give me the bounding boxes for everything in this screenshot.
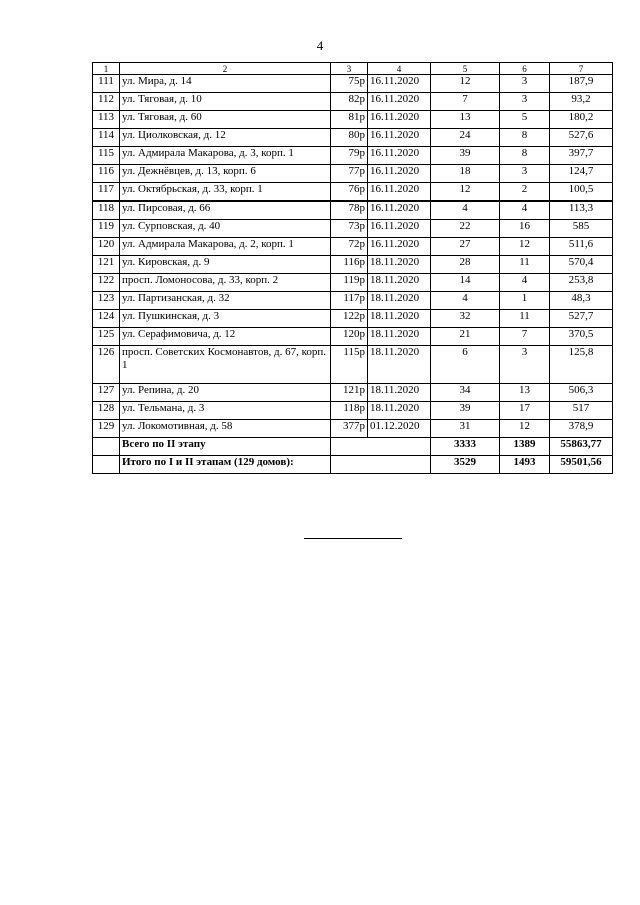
value-cell: 12 [500,420,550,438]
empty-cell [93,438,120,456]
value-cell: 32 [431,310,500,328]
row-number: 121 [93,256,120,274]
date-cell: 16.11.2020 [368,201,431,220]
value-cell: 527,7 [550,310,613,328]
value-cell: 100,5 [550,183,613,202]
address-cell: ул. Адмирала Макарова, д. 3, корп. 1 [120,147,331,165]
doc-number-cell: 118р [331,402,368,420]
value-cell: 527,6 [550,129,613,147]
value-cell: 13 [500,384,550,402]
value-cell: 4 [431,201,500,220]
date-cell: 16.11.2020 [368,129,431,147]
row-number: 119 [93,220,120,238]
row-number: 111 [93,75,120,93]
value-cell: 8 [500,129,550,147]
value-cell: 511,6 [550,238,613,256]
value-cell: 124,7 [550,165,613,183]
address-cell: ул. Мира, д. 14 [120,75,331,93]
row-number: 117 [93,183,120,202]
table-row [93,384,613,402]
value-cell: 5 [500,111,550,129]
table-row [93,420,613,438]
row-number: 124 [93,310,120,328]
doc-number-cell: 76р [331,183,368,202]
value-cell: 378,9 [550,420,613,438]
column-header: 7 [550,63,613,75]
row-number: 116 [93,165,120,183]
table-row [93,93,613,111]
doc-number-cell: 117р [331,292,368,310]
empty-cell [331,456,431,474]
total-value: 59501,56 [550,456,613,474]
column-header: 4 [368,63,431,75]
date-cell: 16.11.2020 [368,220,431,238]
value-cell: 3 [500,75,550,93]
table-row [93,328,613,346]
row-number: 115 [93,147,120,165]
value-cell: 2 [500,183,550,202]
value-cell: 4 [500,274,550,292]
date-cell: 18.11.2020 [368,384,431,402]
address-cell: ул. Циолковская, д. 12 [120,129,331,147]
date-cell: 16.11.2020 [368,165,431,183]
value-cell: 11 [500,310,550,328]
value-cell: 7 [431,93,500,111]
value-cell: 1 [500,292,550,310]
total-value: 1493 [500,456,550,474]
doc-number-cell: 80р [331,129,368,147]
value-cell: 11 [500,256,550,274]
address-cell: ул. Октябрьская, д. 33, корп. 1 [120,183,331,202]
row-number: 128 [93,402,120,420]
table-row [93,274,613,292]
date-cell: 18.11.2020 [368,292,431,310]
address-cell: ул. Тяговая, д. 10 [120,93,331,111]
doc-number-cell: 78р [331,201,368,220]
address-cell: ул. Пирсовая, д. 66 [120,201,331,220]
column-header: 5 [431,63,500,75]
doc-number-cell: 81р [331,111,368,129]
column-header: 6 [500,63,550,75]
value-cell: 39 [431,147,500,165]
row-number: 125 [93,328,120,346]
table-row [93,129,613,147]
value-cell: 397,7 [550,147,613,165]
value-cell: 48,3 [550,292,613,310]
value-cell: 4 [500,201,550,220]
address-cell: ул. Тяговая, д. 60 [120,111,331,129]
table-row [93,310,613,328]
value-cell: 6 [431,346,500,384]
value-cell: 28 [431,256,500,274]
doc-number-cell: 73р [331,220,368,238]
value-cell: 253,8 [550,274,613,292]
value-cell: 12 [500,238,550,256]
doc-number-cell: 82р [331,93,368,111]
table-row [93,402,613,420]
table-row [93,165,613,183]
value-cell: 113,3 [550,201,613,220]
row-number: 127 [93,384,120,402]
address-cell: ул. Адмирала Макарова, д. 2, корп. 1 [120,238,331,256]
date-cell: 16.11.2020 [368,147,431,165]
value-cell: 31 [431,420,500,438]
doc-number-cell: 116р [331,256,368,274]
total-value: 1389 [500,438,550,456]
address-cell: ул. Тельмана, д. 3 [120,402,331,420]
row-number: 123 [93,292,120,310]
value-cell: 4 [431,292,500,310]
table-row [93,346,613,384]
houses-table [92,62,613,474]
empty-cell [331,438,431,456]
row-number: 114 [93,129,120,147]
value-cell: 17 [500,402,550,420]
value-cell: 517 [550,402,613,420]
total-value: 3333 [431,438,500,456]
date-cell: 18.11.2020 [368,256,431,274]
value-cell: 12 [431,183,500,202]
address-cell: ул. Пушкинская, д. 3 [120,310,331,328]
date-cell: 16.11.2020 [368,75,431,93]
address-cell: ул. Партизанская, д. 32 [120,292,331,310]
doc-number-cell: 79р [331,147,368,165]
doc-number-cell: 115р [331,346,368,384]
value-cell: 39 [431,402,500,420]
value-cell: 8 [500,147,550,165]
empty-cell [93,456,120,474]
address-cell: ул. Дежнёвцев, д. 13, корп. 6 [120,165,331,183]
date-cell: 18.11.2020 [368,402,431,420]
address-cell: ул. Серафимовича, д. 12 [120,328,331,346]
row-number: 126 [93,346,120,384]
address-cell: просп. Советских Космонавтов, д. 67, корп. 1 [120,346,331,384]
row-number: 118 [93,201,120,220]
value-cell: 27 [431,238,500,256]
row-number: 113 [93,111,120,129]
address-cell: ул. Репина, д. 20 [120,384,331,402]
value-cell: 16 [500,220,550,238]
doc-number-cell: 122р [331,310,368,328]
value-cell: 3 [500,93,550,111]
doc-number-cell: 77р [331,165,368,183]
date-cell: 18.11.2020 [368,274,431,292]
table-row [93,201,613,220]
date-cell: 16.11.2020 [368,93,431,111]
page-number: 4 [316,38,324,53]
value-cell: 570,4 [550,256,613,274]
value-cell: 585 [550,220,613,238]
total-value: 55863,77 [550,438,613,456]
date-cell: 16.11.2020 [368,111,431,129]
value-cell: 93,2 [550,93,613,111]
column-header: 3 [331,63,368,75]
total-label: Итого по I и II этапам (129 домов): [120,456,331,474]
date-cell: 16.11.2020 [368,183,431,202]
value-cell: 12 [431,75,500,93]
row-number: 112 [93,93,120,111]
value-cell: 180,2 [550,111,613,129]
row-number: 120 [93,238,120,256]
table-row [93,256,613,274]
date-cell: 01.12.2020 [368,420,431,438]
date-cell: 16.11.2020 [368,238,431,256]
address-cell: ул. Сурповская, д. 40 [120,220,331,238]
table-row [93,75,613,93]
totals-row [93,438,613,456]
column-header: 1 [93,63,120,75]
value-cell: 3 [500,165,550,183]
value-cell: 21 [431,328,500,346]
date-cell: 18.11.2020 [368,346,431,384]
doc-number-cell: 75р [331,75,368,93]
doc-number-cell: 119р [331,274,368,292]
value-cell: 18 [431,165,500,183]
value-cell: 13 [431,111,500,129]
value-cell: 125,8 [550,346,613,384]
totals-row [93,456,613,474]
total-label: Всего по II этапу [120,438,331,456]
value-cell: 187,9 [550,75,613,93]
value-cell: 7 [500,328,550,346]
table-row [93,220,613,238]
value-cell: 34 [431,384,500,402]
doc-number-cell: 121р [331,384,368,402]
doc-number-cell: 120р [331,328,368,346]
date-cell: 18.11.2020 [368,328,431,346]
address-cell: просп. Ломоносова, д. 33, корп. 2 [120,274,331,292]
table-row [93,238,613,256]
total-value: 3529 [431,456,500,474]
value-cell: 24 [431,129,500,147]
date-cell: 18.11.2020 [368,310,431,328]
table-row [93,292,613,310]
row-number: 129 [93,420,120,438]
table-row [93,111,613,129]
doc-number-cell: 72р [331,238,368,256]
value-cell: 22 [431,220,500,238]
address-cell: ул. Локомотивная, д. 58 [120,420,331,438]
row-number: 122 [93,274,120,292]
column-header-row [93,63,613,75]
address-cell: ул. Кировская, д. 9 [120,256,331,274]
value-cell: 14 [431,274,500,292]
divider-line [304,538,402,539]
value-cell: 506,3 [550,384,613,402]
value-cell: 370,5 [550,328,613,346]
doc-number-cell: 377р [331,420,368,438]
value-cell: 3 [500,346,550,384]
table-row [93,183,613,202]
column-header: 2 [120,63,331,75]
table-row [93,147,613,165]
